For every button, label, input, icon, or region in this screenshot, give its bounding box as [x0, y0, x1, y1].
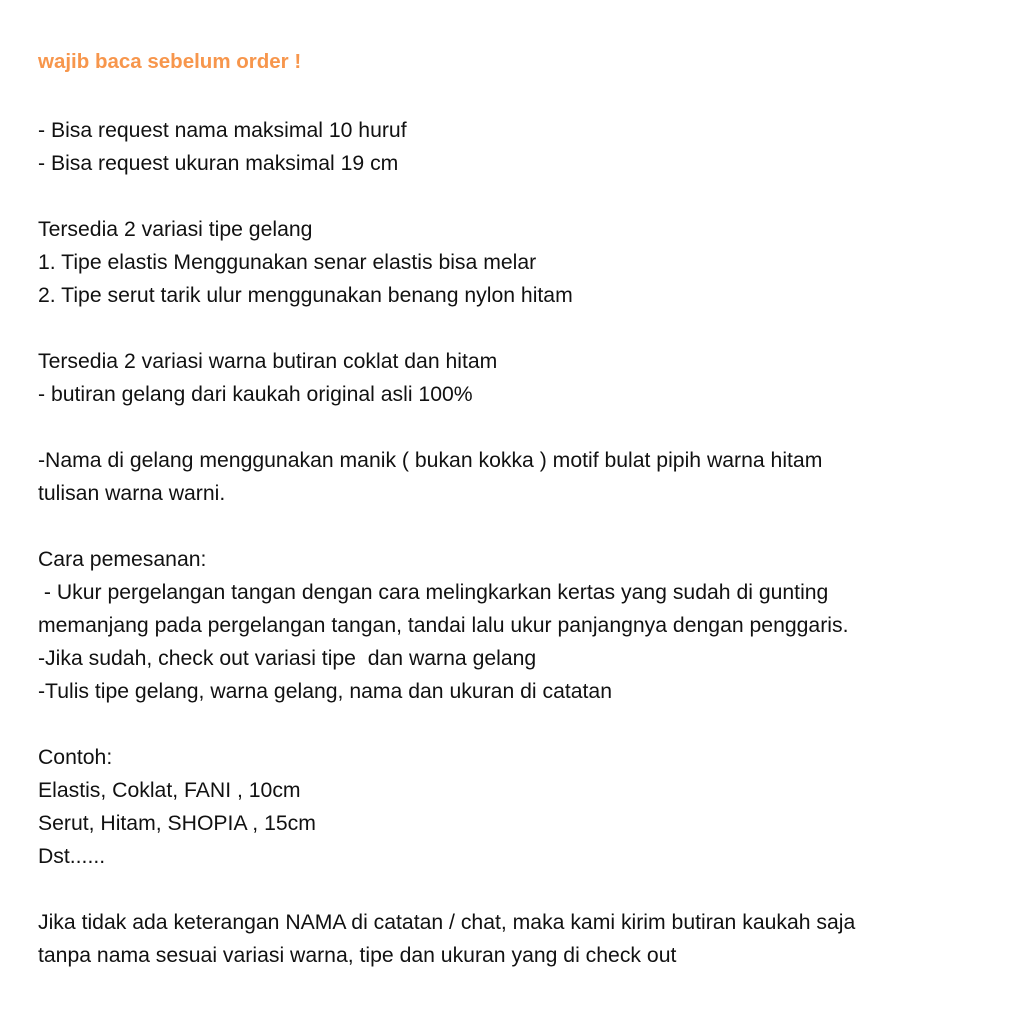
text-line: memanjang pada pergelangan tangan, tandai lalu ukur panjangnya dengan penggaris.: [38, 614, 849, 637]
text-line: 1. Tipe elastis Menggunakan senar elastis bisa melar: [38, 251, 537, 274]
missing-name-note-section: [38, 906, 986, 972]
example-section: [38, 741, 986, 873]
text-line: 2. Tipe serut tarik ulur menggunakan benang nylon hitam: [38, 284, 573, 307]
text-line: - Ukur pergelangan tangan dengan cara melingkarkan kertas yang sudah di gunting: [38, 581, 829, 604]
text-line: Serut, Hitam, SHOPIA , 15cm: [38, 812, 316, 835]
text-line: Elastis, Coklat, FANI , 10cm: [38, 779, 301, 802]
text-line: tanpa nama sesuai variasi warna, tipe dan ukuran yang di check out: [38, 944, 677, 967]
text-line: Tersedia 2 variasi tipe gelang: [38, 218, 313, 241]
text-line: Dst......: [38, 845, 106, 868]
name-bead-section: [38, 444, 986, 510]
text-line: - Bisa request nama maksimal 10 huruf: [38, 119, 407, 142]
bracelet-type-section: [38, 213, 986, 312]
text-line: tulisan warna warni.: [38, 482, 226, 505]
ordering-steps-section: [38, 543, 986, 708]
text-line: -Tulis tipe gelang, warna gelang, nama dan ukuran di catatan: [38, 680, 612, 703]
text-line: Cara pemesanan:: [38, 548, 207, 571]
notice-heading: wajib baca sebelum order !: [38, 50, 302, 73]
text-line: Tersedia 2 variasi warna butiran coklat dan hitam: [38, 350, 498, 373]
text-line: - Bisa request ukuran maksimal 19 cm: [38, 152, 399, 175]
request-limits-section: [38, 114, 986, 180]
bead-color-section: [38, 345, 986, 411]
text-line: -Nama di gelang menggunakan manik ( bukan kokka ) motif bulat pipih warna hitam: [38, 449, 823, 472]
text-line: Contoh:: [38, 746, 113, 769]
text-line: - butiran gelang dari kaukah original asli 100%: [38, 383, 473, 406]
text-line: -Jika sudah, check out variasi tipe dan warna gelang: [38, 647, 537, 670]
text-line: Jika tidak ada keterangan NAMA di catatan / chat, maka kami kirim butiran kaukah saja: [38, 911, 856, 934]
